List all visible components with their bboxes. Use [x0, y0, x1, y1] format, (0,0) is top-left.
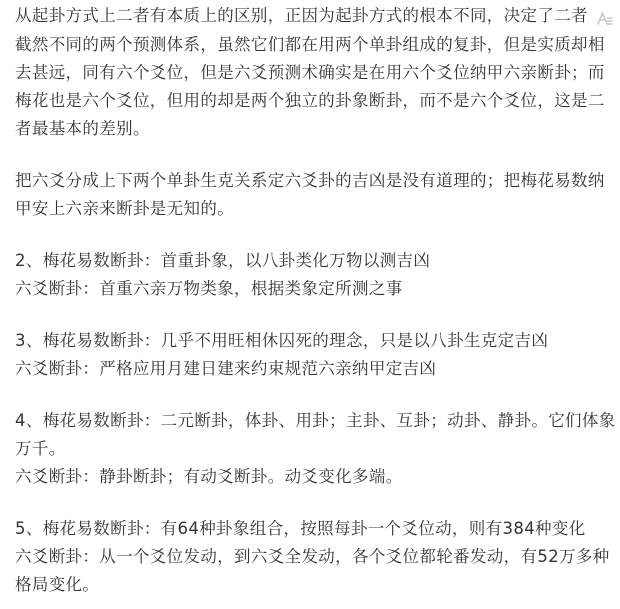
text-line: 六爻断卦：静卦断卦；有动爻断卦。动爻变化多端。: [15, 467, 403, 486]
text-line: 梅花也是六个爻位，但用的却是两个独立的卦象断卦，而不是六个爻位，这是二: [15, 91, 605, 110]
text-line: 万千。: [15, 439, 66, 458]
text-line: 者最基本的差别。: [15, 119, 150, 138]
text-line: 六爻断卦：首重六亲万物类象，根据类象定所测之事: [15, 279, 403, 298]
text-line: 六爻断卦：从一个爻位发动，到六爻全发动，各个爻位都轮番发动，有52万多种: [15, 547, 610, 566]
text-line: 5、梅花易数断卦：有64种卦象组合，按照每卦一个爻位动，则有384种变化: [15, 519, 586, 538]
text-line: 六爻断卦：严格应用月建日建来约束规范六亲纳甲定吉凶: [15, 359, 437, 378]
text-line: 3、梅花易数断卦：几乎不用旺相休囚死的理念，只是以八卦生克定吉凶: [15, 331, 549, 350]
text-line: 从起卦方式上二者有本质上的区别，正因为起卦方式的根本不同，决定了二者: [15, 6, 588, 25]
text-line: 去甚远，同有六个爻位，但是六爻预测术确实是在用六个爻位纳甲六亲断卦；而: [15, 63, 605, 82]
text-line: 格局变化。: [15, 575, 100, 594]
text-line: 把六爻分成上下两个单卦生克关系定六爻卦的吉凶是没有道理的；把梅花易数纳: [15, 171, 605, 190]
text-line: 甲安上六亲来断卦是无知的。: [15, 199, 235, 218]
text-line: 截然不同的两个预测体系，虽然它们都在用两个单卦组成的复卦，但是实质却相: [15, 35, 605, 54]
text-line: 4、梅花易数断卦：二元断卦，体卦、用卦；主卦、互卦；动卦、静卦。它们体象: [15, 411, 616, 430]
text-format-icon: [596, 10, 614, 28]
text-line: 2、梅花易数断卦：首重卦象，以八卦类化万物以测吉凶: [15, 251, 431, 270]
text-format-button[interactable]: [592, 6, 618, 32]
